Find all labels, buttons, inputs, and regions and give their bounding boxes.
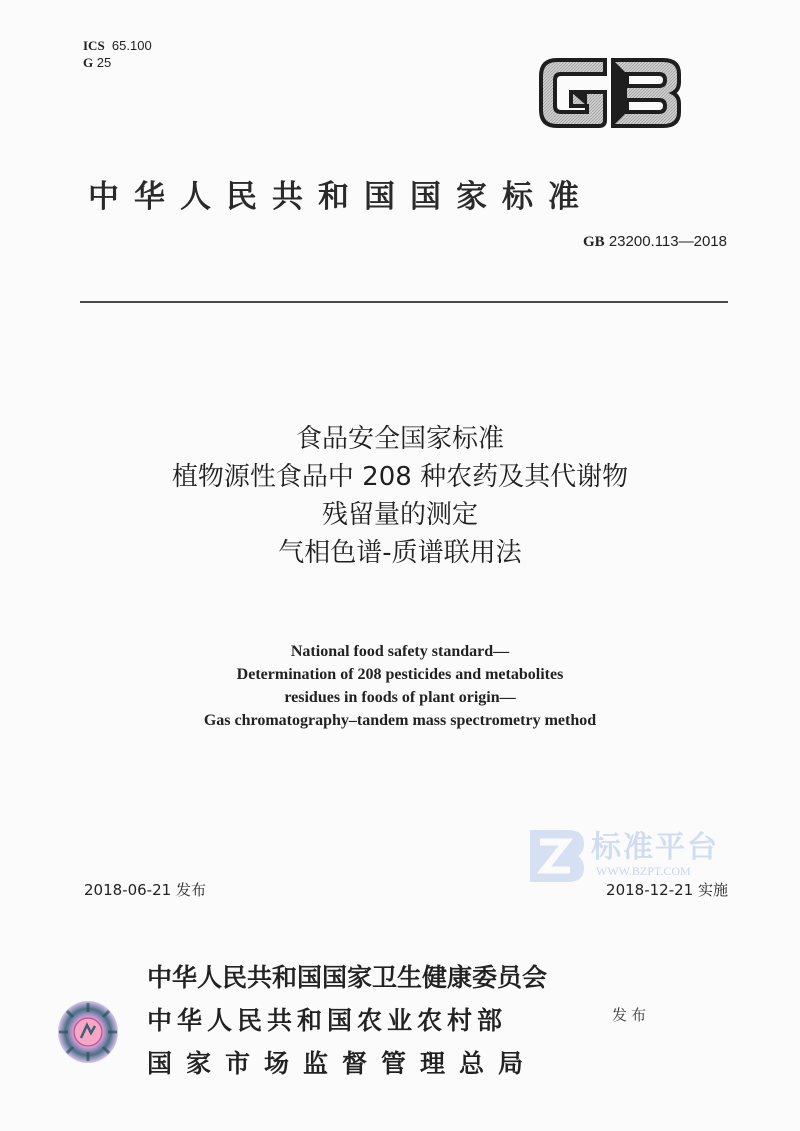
title-cn-line-2: 植物源性食品中 208 种农药及其代谢物 xyxy=(171,462,629,492)
ccs-line: G 25 xyxy=(83,55,112,70)
issuer-moa: 中华人民共和国农业农村部 xyxy=(147,1006,508,1035)
header-divider xyxy=(80,301,728,303)
national-standard-title: 中华人民共和国国家标准 xyxy=(88,179,594,215)
bzpt-logo-icon xyxy=(528,828,586,884)
title-cn-line-3: 残留量的测定 xyxy=(321,500,478,530)
issuer-nhc: 中华人民共和国国家卫生健康委员会 xyxy=(147,963,548,992)
title-cn-line-4: 气相色谱-质谱联用法 xyxy=(278,538,522,568)
title-en-line-4: Gas chromatography–tandem mass spectrometry method xyxy=(203,712,597,729)
ics-line: ICS 65.100 xyxy=(83,38,152,53)
watermark-text: 标准平台 xyxy=(591,830,719,865)
title-en-line-2: Determination of 208 pesticides and metabolites xyxy=(236,666,564,683)
english-title-block xyxy=(0,640,800,732)
issuing-authorities xyxy=(147,956,547,1085)
chinese-title-block xyxy=(0,420,800,572)
title-en-line-1: National food safety standard— xyxy=(290,643,510,660)
title-en-line-3: residues in foods of plant origin— xyxy=(284,689,516,706)
standard-number: GB 23200.113—2018 xyxy=(582,233,727,250)
watermark-url: WWW.BZPT.COM xyxy=(596,864,691,878)
implementation-date: 2018-12-21 实施 xyxy=(606,881,728,899)
title-cn-line-1: 食品安全国家标准 xyxy=(295,424,504,454)
gb-logo-icon xyxy=(535,52,685,134)
hologram-seal-icon xyxy=(57,1000,119,1064)
issue-label: 发布 xyxy=(612,1006,651,1024)
issuer-samr: 国家市场监督管理总局 xyxy=(147,1049,538,1078)
classification-codes xyxy=(83,37,152,71)
publish-date: 2018-06-21 发布 xyxy=(84,881,206,899)
